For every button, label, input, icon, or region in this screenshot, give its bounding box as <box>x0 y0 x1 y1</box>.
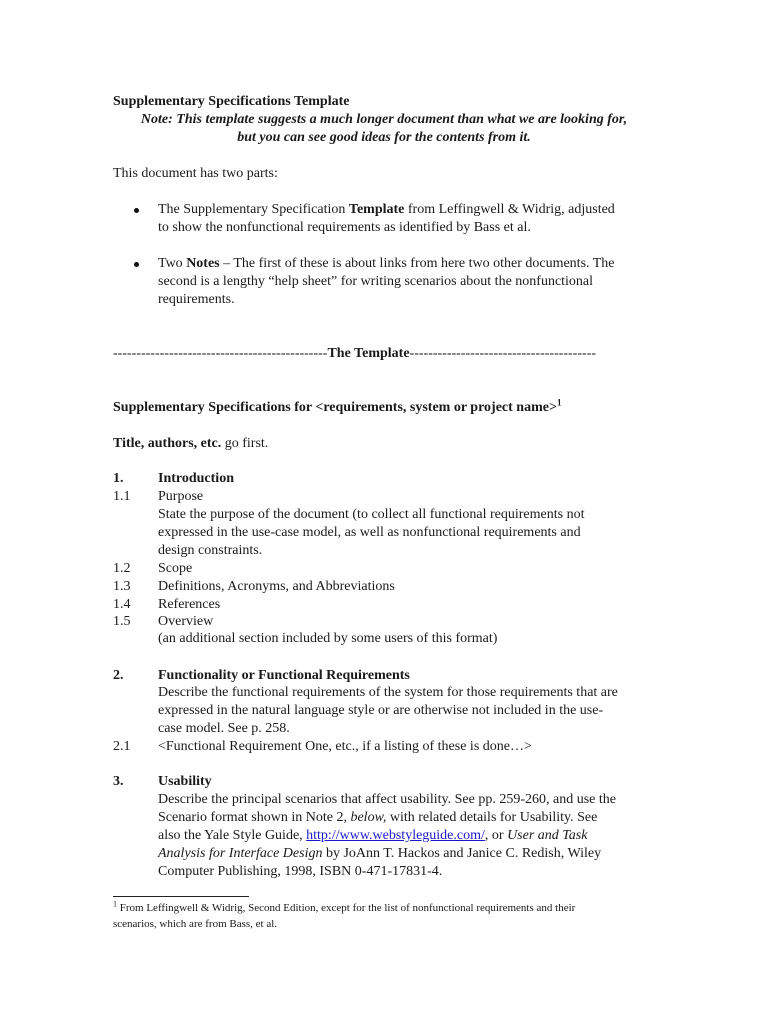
section-title: Scope <box>158 561 193 576</box>
section-description: Describe the principal scenarios that affect usability. See pp. 259-260, and use the <box>158 792 616 807</box>
bullet-2-line-2: second is a lengthy “help sheet” for writing scenarios about the nonfunctional <box>158 274 594 289</box>
footnote-line-1: $^1$ From Leffingwell & Widrig, Second Edition, except for the list of nonfunctional requirements and their <box>113 899 576 914</box>
template-note-line-2: but you can see good ideas for the contents from it. <box>237 130 531 145</box>
section-number: 1.3 <box>113 579 131 594</box>
section-title: Definitions, Acronyms, and Abbreviations <box>158 579 395 594</box>
spec-heading: Supplementary Specifications for <requirements, system or project name>$^1$ <box>113 397 562 415</box>
section-description: expressed in the natural language style or are otherwise not included in the use- <box>158 703 604 718</box>
section-number: 1.2 <box>113 561 131 576</box>
template-divider: ----------------------------------------------The Template---------------------------------------- <box>113 346 597 361</box>
bullet-dot-icon <box>134 262 139 267</box>
webstyleguide-link[interactable]: http://www.webstyleguide.com/ <box>306 828 485 843</box>
section-description: Computer Publishing, 1998, ISBN 0-471-17831-4. <box>158 864 443 879</box>
section-title: Purpose <box>158 489 204 504</box>
section-description: Scenario format shown in Note 2, below, with related details for Usability. See <box>158 810 598 825</box>
section-number: 3. <box>113 774 124 789</box>
bullet-2-line-1: Two Notes – The first of these is about links from here two other documents. The <box>158 256 615 271</box>
section-title: Introduction <box>158 471 234 486</box>
template-note-line-1: Note: This template suggests a much longer document than what we are looking for, <box>140 112 628 127</box>
document-title: Supplementary Specifications Template <box>113 94 350 109</box>
section-number: 1.1 <box>113 489 131 504</box>
footnote-separator <box>113 896 249 897</box>
bullet-1-line-1: The Supplementary Specification Template from Leffingwell & Widrig, adjusted <box>158 202 615 217</box>
section-description: expressed in the use-case model, as well as nonfunctional requirements and <box>158 525 581 540</box>
footnote-line-2: scenarios, which are from Bass, et al. <box>113 918 278 930</box>
section-title: References <box>158 597 221 612</box>
section-title: Usability <box>158 774 212 789</box>
footnote-mark: 1 <box>556 397 562 408</box>
section-title: Overview <box>158 614 214 629</box>
section-description: (an additional section included by some users of this format) <box>158 631 498 646</box>
section-description: also the Yale Style Guide, http://www.webstyleguide.com/, or User and Task <box>158 828 588 843</box>
section-number: 1.5 <box>113 614 131 629</box>
title-line: Title, authors, etc. go first. <box>113 436 269 451</box>
intro-text: This document has two parts: <box>113 166 278 181</box>
section-description: Analysis for Interface Design by JoAnn T. Hackos and Janice C. Redish, Wiley <box>158 846 602 861</box>
section-title: Functionality or Functional Requirements <box>158 668 410 683</box>
bullet-dot-icon <box>134 208 139 213</box>
section-number: 1. <box>113 471 124 486</box>
footnote-mark: 1 <box>113 899 117 909</box>
section-title: <Functional Requirement One, etc., if a listing of these is done…> <box>158 739 532 754</box>
bullet-2-line-3: requirements. <box>158 292 235 307</box>
section-number: 2.1 <box>113 739 131 754</box>
bullet-1-line-2: to show the nonfunctional requirements as identified by Bass et al. <box>158 220 531 235</box>
section-number: 1.4 <box>113 597 131 612</box>
section-number: 2. <box>113 668 124 683</box>
section-description: State the purpose of the document (to collect all functional requirements not <box>158 507 585 522</box>
section-description: design constraints. <box>158 543 263 558</box>
section-description: case model. See p. 258. <box>158 721 290 736</box>
section-description: Describe the functional requirements of the system for those requirements that are <box>158 685 618 700</box>
